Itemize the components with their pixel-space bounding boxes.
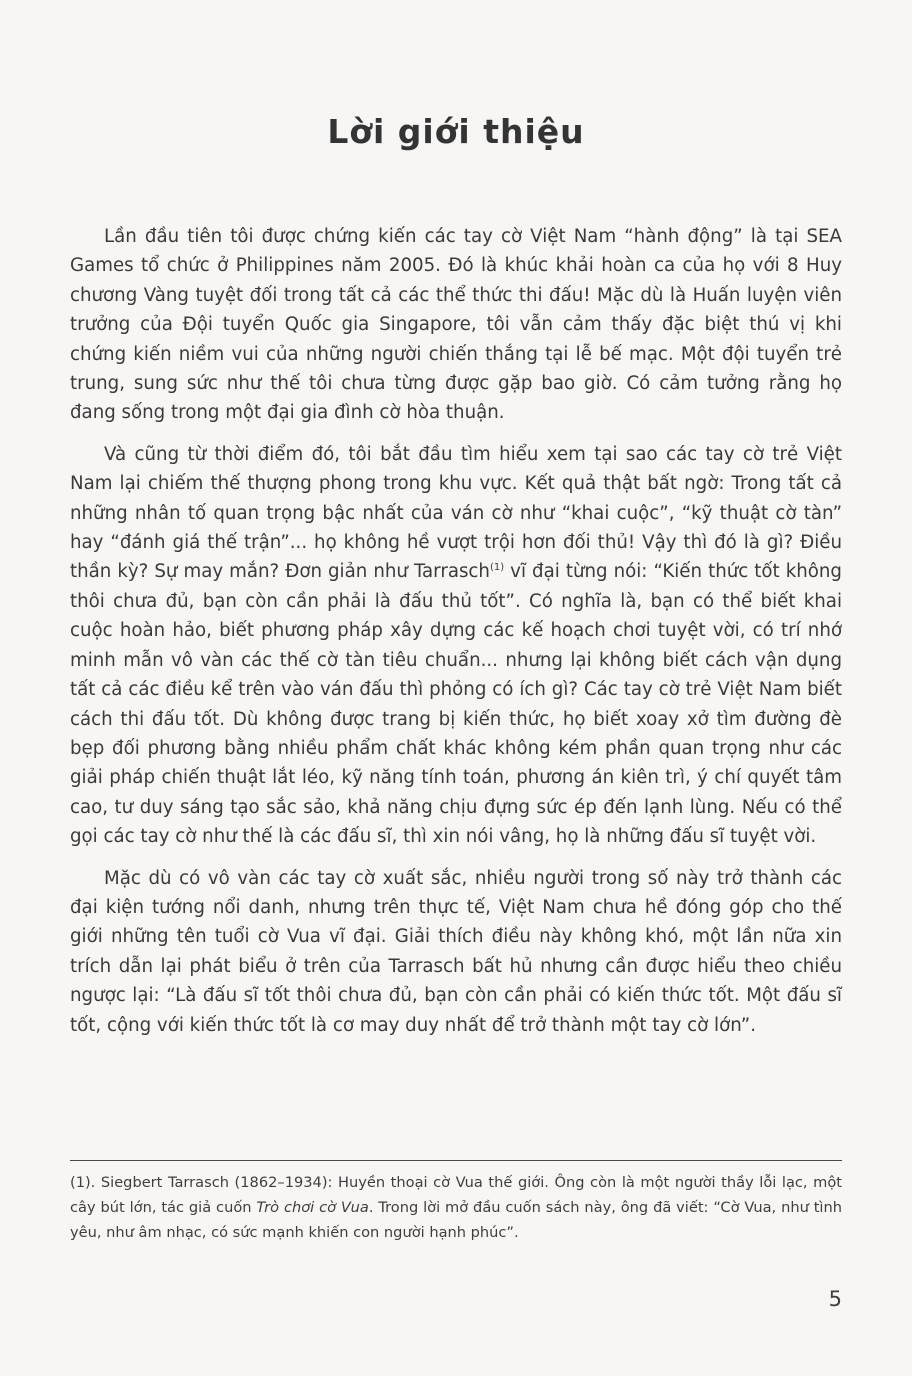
paragraph-2-after-ref: vĩ đại từng nói: “Kiến thức tốt không thôi chưa đủ, bạn còn cần phải là đấu thủ tốt”. Có nghĩa là, bạn có thể biết khai cuộc hoàn hảo, biết phương pháp xây dựng các kế hoạch chơi tuyệt vời, có trí nhớ minh mẫn vô vàn các thế cờ tàn tiêu chuẩn... nhưng lại không biết cách vận dụng tất cả các điều kể trên vào ván đấu thì phỏng có ích gì? Các tay cờ trẻ Việt Nam biết cách thi đấu tốt. Dù không được trang bị kiến thức, họ biết xoay xở tìm đường đè bẹp đối phương bằng nhiều phẩm chất khác không kém phần quan trọng như các giải pháp chiến thuật lắt léo, kỹ năng tính toán, phương án kiên trì, ý chí quyết tâm cao, tư duy sáng tạo sắc sảo, khả năng chịu đựng sức ép đến lạnh lùng. Nếu có thể gọi các tay cờ như thế là các đấu sĩ, thì xin nói vâng, họ là những đấu sĩ tuyệt vời.	[70, 561, 842, 848]
paragraph-1: Lần đầu tiên tôi được chứng kiến các tay cờ Việt Nam “hành động” là tại SEA Games tổ chức ở Philippines năm 2005. Đó là khúc khải hoàn ca của họ với 8 Huy chương Vàng tuyệt đối trong tất cả các thể thức thi đấu! Mặc dù là Huấn luyện viên trưởng của Đội tuyển Quốc gia Singapore, tôi vẫn cảm thấy đặc biệt thú vị khi chứng kiến niềm vui của những người chiến thắng tại lễ bế mạc. Một đội tuyển trẻ trung, sung sức như thế tôi chưa từng được gặp bao giờ. Có cảm tưởng rằng họ đang sống trong một đại gia đình cờ hòa thuận.	[70, 226, 842, 424]
footnote-reference: (1)	[489, 562, 505, 574]
page-title: Lời giới thiệu	[327, 112, 585, 151]
footnote	[70, 1170, 842, 1245]
footnote-text-after: . Trong lời mở đầu cuốn sách này, ông đã viết: “Cờ Vua, như tình yêu, như âm nhạc, có sức mạnh khiến con người hạnh phúc”.	[70, 1199, 842, 1241]
footnote-divider	[70, 1160, 842, 1161]
paragraph-3: Mặc dù có vô vàn các tay cờ xuất sắc, nhiều người trong số này trở thành các đại kiện tướng nổi danh, nhưng trên thực tế, Việt Nam chưa hề đóng góp cho thế giới những tên tuổi cờ Vua vĩ đại. Giải thích điều này không khó, một lần nữa xin trích dẫn lại phát biểu ở trên của Tarrasch bất hủ nhưng cần được hiểu theo chiều ngược lại: “Là đấu sĩ tốt thôi chưa đủ, bạn còn cần phải có kiến thức tốt. Một đấu sĩ tốt, cộng với kiến thức tốt là cơ may duy nhất để trở thành một tay cờ lớn”.	[70, 867, 842, 1036]
paragraph-2-before-ref: Và cũng từ thời điểm đó, tôi bắt đầu tìm hiểu xem tại sao các tay cờ trẻ Việt Nam lại chiếm thế thượng phong trong khu vực. Kết quả thật bất ngờ: Trong tất cả những nhân tố quan trọng bậc nhất của ván cờ như “khai cuộc”, “kỹ thuật cờ tàn” hay “đánh giá thế trận”... họ không hề vượt trội hơn đối thủ! Vậy thì đó là gì? Điều thần kỳ? Sự may mắn? Đơn giản như Tarrasch	[70, 443, 842, 583]
footnote-book-title: Trò chơi cờ Vua	[256, 1199, 369, 1216]
paragraph-2	[70, 440, 842, 852]
footnote-text-before: (1). Siegbert Tarrasch (1862–1934): Huyền thoại cờ Vua thế giới. Ông còn là một người thầy lỗi lạc, một cây bút lớn, tác giả cuốn	[70, 1174, 842, 1216]
body-text	[70, 222, 842, 1052]
page-number: 5	[828, 1287, 842, 1311]
